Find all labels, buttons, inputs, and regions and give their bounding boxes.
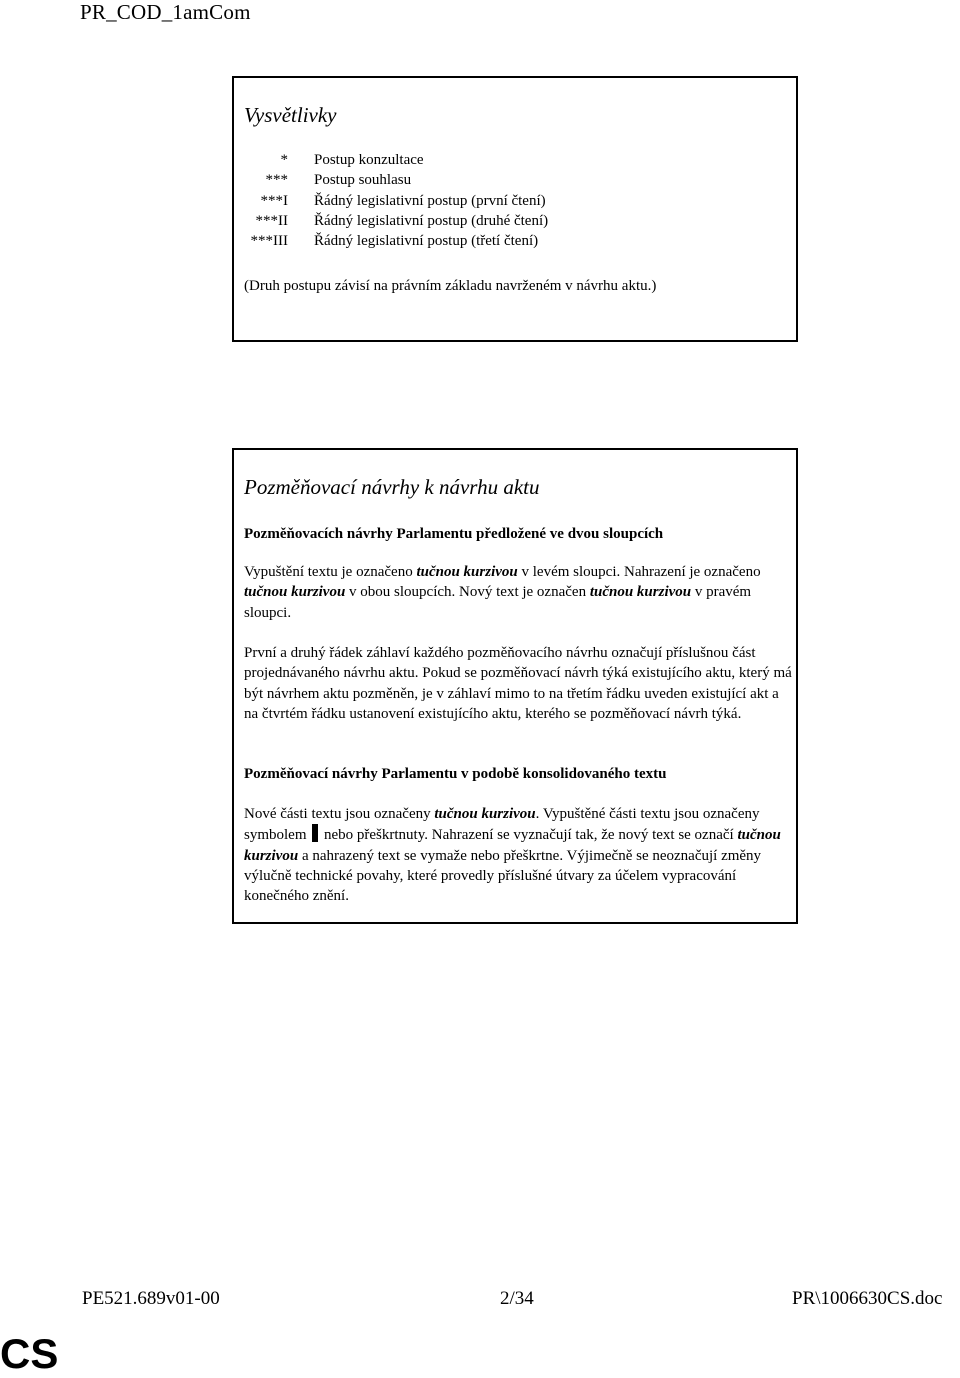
consolidated-paragraph (244, 804, 792, 906)
two-column-heading: Pozměňovacích návrhy Parlamentu předložené ve dvou sloupcích (244, 526, 664, 542)
two-column-paragraph (244, 562, 792, 623)
procedure-row (234, 231, 548, 251)
procedure-label: Řádný legislativní postup (první čtení) (314, 192, 546, 209)
text-run: a nahrazený text se vymaže nebo přeškrtne. Výjimečně se neoznačují změny výlučně technické povahy, které provedly příslušné útvary za účelem vypracování konečného znění. (244, 847, 762, 905)
footer-page-number: 2/34 (500, 1288, 534, 1309)
text-run: nebo přeškrtnuty. Nahrazení se vyznačují tak, že nový text se označí (320, 827, 738, 844)
procedure-symbol: ***I (260, 192, 288, 209)
procedure-list (234, 150, 548, 251)
header-lines-paragraph: První a druhý řádek záhlaví každého pozměňovacího návrhu označují příslušnou část projednávaného návrhu aktu. Pokud se pozměňovací návrh týká existujícího aktu, který má být návrhem aktu pozměněn, je v záhlaví mimo to na třetím řádku uveden existující akt a na čtvrtém řádku ustanovení existujícího aktu, kterého se pozměňovací návrh týká. (244, 645, 792, 722)
text-run: v obou sloupcích. Nový text je označen (345, 584, 590, 601)
procedure-row (234, 150, 548, 170)
procedure-row (234, 211, 548, 231)
text-run: v levém sloupci. Nahrazení je označeno (517, 564, 761, 580)
bold-italic-run: tučnou kurzivou (434, 806, 536, 822)
language-code: CS (0, 1330, 59, 1377)
document-code-header: PR_COD_1amCom (80, 0, 251, 24)
amendments-box (232, 448, 798, 924)
procedure-note: (Druh postupu závisí na právním základu navrženém v návrhu aktu.) (244, 278, 657, 294)
explanations-box (232, 76, 798, 342)
procedure-label: Řádný legislativní postup (druhé čtení) (314, 212, 549, 229)
deletion-symbol-icon (312, 824, 318, 842)
consolidated-heading: Pozměňovací návrhy Parlamentu v podobě konsolidovaného textu (244, 766, 667, 782)
text-run: v pravém sloupci. (244, 584, 752, 621)
procedure-label: Řádný legislativní postup (třetí čtení) (314, 233, 539, 250)
footer-file-name: PR\1006630CS.doc (792, 1288, 943, 1309)
explanations-title: Vysvětlivky (244, 103, 337, 127)
bold-italic-run: tučnou kurzivou (416, 564, 518, 580)
bold-italic-run: tučnou kurzivou (244, 827, 781, 864)
bold-italic-run: tučnou kurzivou (589, 584, 692, 601)
text-run: Vypuštění textu je označeno (244, 564, 417, 580)
text-run: . Vypuštěné části textu jsou označeny symbolem (244, 806, 760, 844)
amendments-title: Pozměňovací návrhy k návrhu aktu (244, 475, 540, 499)
procedure-row (234, 191, 548, 211)
procedure-symbol: * (280, 152, 288, 168)
procedure-symbol: ***II (255, 212, 288, 229)
bold-italic-run: tučnou kurzivou (244, 584, 346, 601)
procedure-label: Postup konzultace (314, 152, 424, 168)
procedure-label: Postup souhlasu (314, 172, 412, 189)
procedure-row (234, 170, 548, 190)
procedure-symbol: *** (265, 172, 288, 189)
text-run: Nové části textu jsou označeny (244, 806, 435, 822)
procedure-symbol: ***III (250, 233, 288, 250)
footer-reference: PE521.689v01-00 (82, 1288, 220, 1309)
